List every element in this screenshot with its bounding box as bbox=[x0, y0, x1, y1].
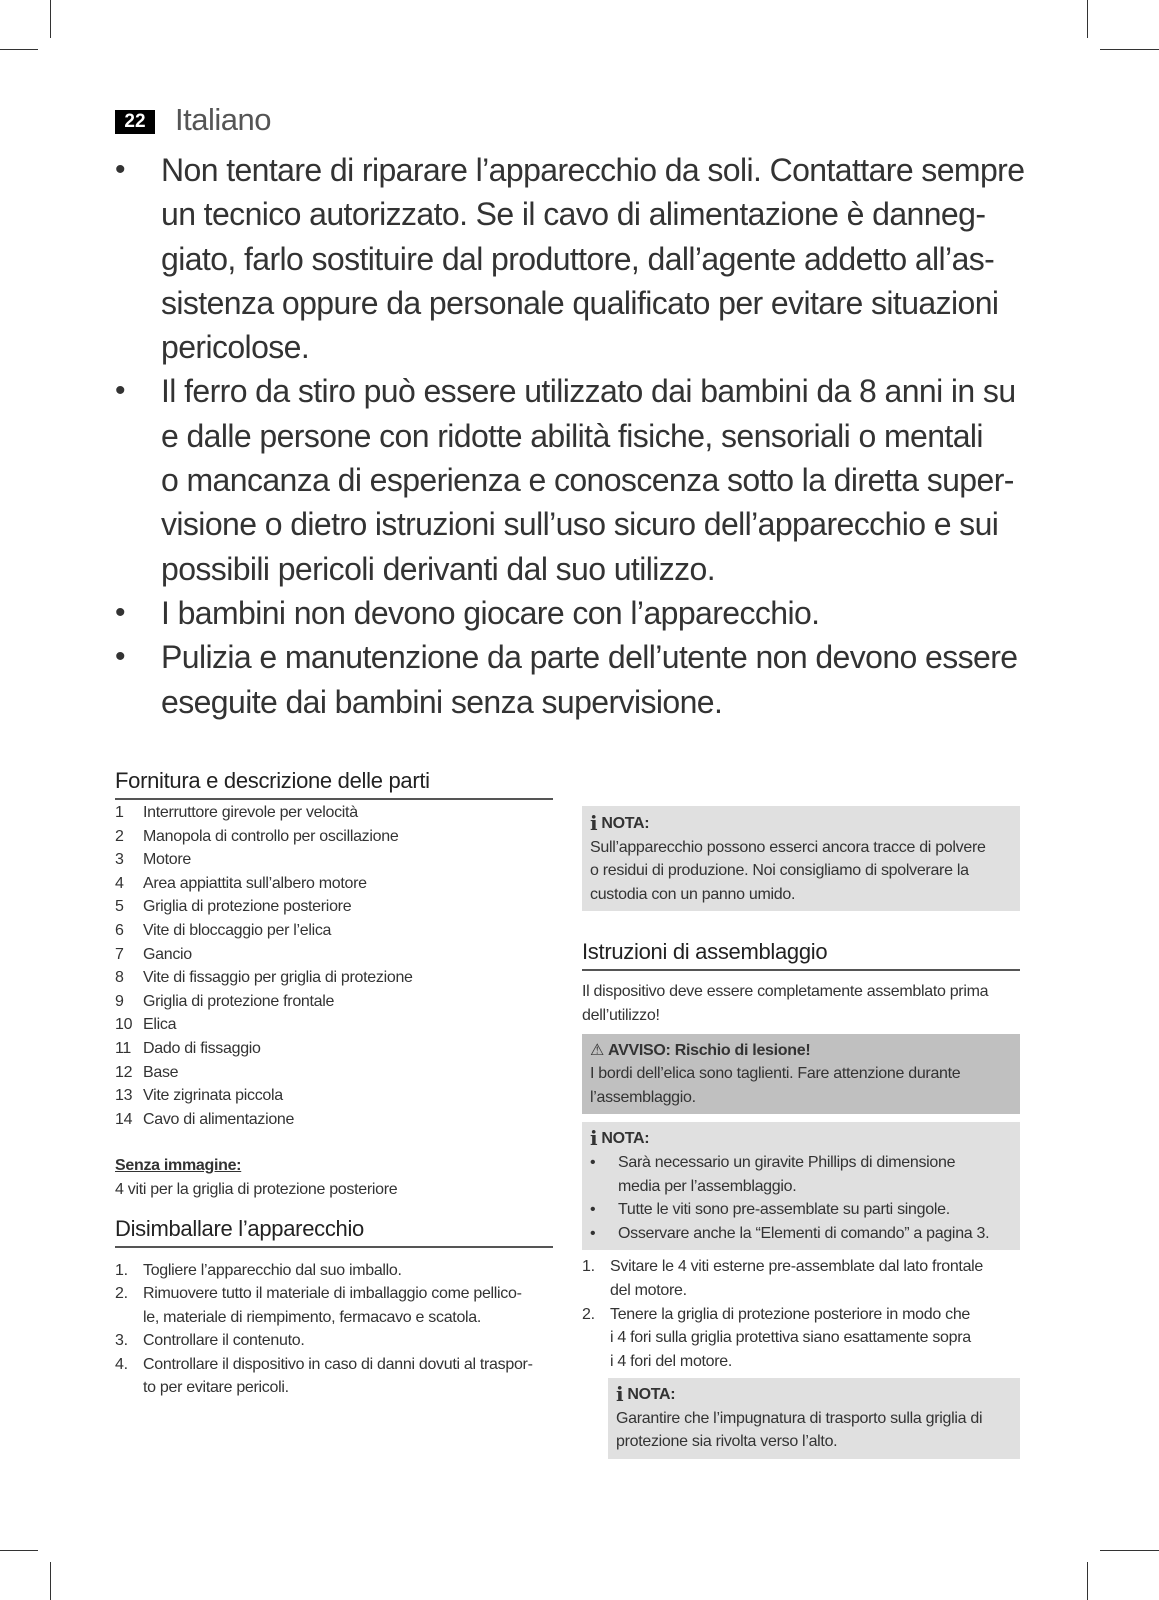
item-number: 3 bbox=[115, 851, 124, 869]
list-item bbox=[582, 1255, 1020, 1279]
list-item bbox=[115, 1306, 553, 1330]
item-text: Manopola di controllo per oscillazione bbox=[143, 827, 399, 845]
item-number: 5 bbox=[115, 898, 124, 916]
bullet-line bbox=[115, 148, 1045, 192]
list-item bbox=[115, 1376, 553, 1400]
item-text: Cavo di alimentazione bbox=[143, 1110, 295, 1128]
item-number: 4. bbox=[115, 1355, 128, 1373]
note-title: NOTA: bbox=[627, 1386, 676, 1404]
list-item bbox=[590, 1151, 1012, 1175]
item-text: Vite di bloccaggio per l’elica bbox=[143, 921, 332, 939]
item-text: Gancio bbox=[143, 945, 192, 963]
bullet-line bbox=[115, 591, 1045, 635]
item-text: Griglia di protezione posteriore bbox=[143, 898, 352, 916]
section-heading: Fornitura e descrizione delle parti bbox=[115, 768, 553, 800]
list-item bbox=[115, 1282, 553, 1306]
item-text: le, materiale di riempimento, fermacavo e scatola. bbox=[143, 1308, 482, 1326]
text-line: custodia con un panno umido. bbox=[590, 885, 796, 903]
list-item bbox=[115, 1061, 553, 1085]
item-text: Svitare le 4 viti esterne pre-assemblate dal lato frontale bbox=[610, 1258, 984, 1276]
bullet-icon: • bbox=[590, 1224, 596, 1242]
safety-bullets bbox=[115, 148, 1045, 724]
right-column bbox=[582, 806, 1020, 1459]
note-box bbox=[582, 1122, 1020, 1250]
list-item bbox=[582, 1350, 1020, 1374]
item-number: 1. bbox=[115, 1261, 128, 1279]
crop-mark bbox=[1087, 1562, 1088, 1600]
item-text: Griglia di protezione frontale bbox=[143, 992, 335, 1010]
text-line: o residui di produzione. Noi consigliamo di spolverare la bbox=[590, 862, 969, 880]
item-number: 2. bbox=[582, 1305, 595, 1323]
bullet-line: possibili pericoli derivanti dal suo utilizzo. bbox=[161, 550, 716, 587]
warning-triangle-icon: ⚠ bbox=[590, 1041, 605, 1059]
crop-mark bbox=[1100, 49, 1159, 50]
item-number: 10 bbox=[115, 1016, 133, 1034]
no-image-label: Senza immagine: bbox=[115, 1157, 242, 1175]
list-item bbox=[115, 966, 553, 990]
bullet-line bbox=[115, 369, 1045, 413]
crop-mark bbox=[50, 1562, 51, 1600]
bullet-line: un tecnico autorizzato. Se il cavo di alimentazione è danneg- bbox=[161, 196, 986, 233]
crop-mark bbox=[1100, 1550, 1159, 1551]
bullet-line: o mancanza di esperienza e conoscenza sotto la diretta super- bbox=[161, 462, 1014, 499]
item-text: Vite di fissaggio per griglia di protezione bbox=[143, 969, 413, 987]
list-item bbox=[590, 1222, 1012, 1246]
list-item bbox=[115, 1329, 553, 1353]
page-number: 22 bbox=[115, 110, 155, 134]
item-text: Togliere l’apparecchio dal suo imballo. bbox=[143, 1261, 402, 1279]
parts-section bbox=[115, 768, 553, 1400]
text-line: Sull’apparecchio possono esserci ancora tracce di polvere bbox=[590, 838, 986, 856]
list-item bbox=[582, 1303, 1020, 1327]
page-title: Italiano bbox=[175, 102, 271, 137]
item-text: Base bbox=[143, 1063, 179, 1081]
item-number: 11 bbox=[115, 1039, 132, 1057]
note-title: NOTA: bbox=[601, 1130, 650, 1148]
bullet-icon: • bbox=[115, 595, 125, 629]
item-number: 9 bbox=[115, 992, 124, 1010]
item-text: Vite zigrinata piccola bbox=[143, 1087, 283, 1105]
crop-mark bbox=[0, 49, 38, 50]
item-number: 8 bbox=[115, 969, 124, 987]
bullet-line: visione o dietro istruzioni sull’uso sicuro dell’apparecchio e sui bbox=[161, 506, 999, 543]
list-item bbox=[115, 801, 553, 825]
item-text: media per l’assemblaggio. bbox=[618, 1177, 797, 1195]
item-number: 14 bbox=[115, 1110, 133, 1128]
item-text: Area appiattita sull’albero motore bbox=[143, 874, 367, 892]
crop-mark bbox=[0, 1550, 38, 1551]
item-number: 13 bbox=[115, 1087, 133, 1105]
warning-box bbox=[582, 1034, 1020, 1115]
bullet-text: Non tentare di riparare l’apparecchio da soli. Contattare sempre bbox=[161, 152, 1025, 188]
bullet-line bbox=[115, 635, 1045, 679]
bullet-icon: • bbox=[115, 640, 125, 674]
item-number: 4 bbox=[115, 874, 124, 892]
list-item bbox=[590, 1198, 1012, 1222]
item-text: i 4 fori sulla griglia protettiva siano esattamente sopra bbox=[610, 1329, 971, 1347]
text-line: Il dispositivo deve essere completamente assemblato prima bbox=[582, 983, 989, 1001]
list-item bbox=[115, 943, 553, 967]
list-item bbox=[115, 848, 553, 872]
list-item bbox=[115, 919, 553, 943]
list-item bbox=[115, 990, 553, 1014]
bullet-line: eseguite dai bambini senza supervisione. bbox=[161, 683, 723, 720]
info-icon: i bbox=[590, 811, 598, 835]
bullet-text: Pulizia e manutenzione da parte dell’utente non devono essere bbox=[161, 639, 1018, 676]
bullet-text: I bambini non devono giocare con l’apparecchio. bbox=[161, 594, 820, 631]
list-item bbox=[582, 1326, 1020, 1350]
item-number: 1. bbox=[582, 1258, 595, 1276]
text-line: I bordi dell’elica sono taglienti. Fare attenzione durante bbox=[590, 1065, 961, 1083]
item-text: Elica bbox=[143, 1016, 177, 1034]
bullet-line: e dalle persone con ridotte abilità fisiche, sensoriali o mentali bbox=[161, 417, 983, 454]
item-number: 2. bbox=[115, 1285, 128, 1303]
list-item bbox=[590, 1175, 1012, 1199]
item-number: 3. bbox=[115, 1332, 128, 1350]
item-number: 6 bbox=[115, 921, 124, 939]
info-icon: i bbox=[590, 1126, 598, 1151]
item-text: Controllare il contenuto. bbox=[143, 1332, 305, 1350]
section-heading: Disimballare l’apparecchio bbox=[115, 1216, 553, 1248]
list-item bbox=[115, 825, 553, 849]
item-text: to per evitare pericoli. bbox=[143, 1379, 289, 1397]
item-text: Interruttore girevole per velocità bbox=[143, 804, 358, 821]
note-box bbox=[608, 1378, 1020, 1459]
item-text: Motore bbox=[143, 851, 191, 869]
crop-mark bbox=[1087, 0, 1088, 38]
crop-mark bbox=[50, 0, 51, 38]
text-line: dell’utilizzo! bbox=[582, 1006, 660, 1024]
item-text: Tutte le viti sono pre-assemblate su parti singole. bbox=[618, 1201, 950, 1219]
bullet-line: sistenza oppure da personale qualificato per evitare situazioni bbox=[161, 284, 999, 321]
item-text: i 4 fori del motore. bbox=[610, 1352, 733, 1370]
bullet-text: Il ferro da stiro può essere utilizzato dai bambini da 8 anni in su bbox=[161, 373, 1016, 410]
text-line: Garantire che l’impugnatura di trasporto sulla griglia di bbox=[616, 1409, 983, 1427]
bullet-line: giato, farlo sostituire dal produttore, dall’agente addetto all’as- bbox=[161, 240, 995, 277]
list-item bbox=[115, 1084, 553, 1108]
note-box bbox=[582, 806, 1020, 911]
section-heading: Istruzioni di assemblaggio bbox=[582, 939, 1020, 971]
item-text: Osservare anche la “Elementi di comando” a pagina 3. bbox=[618, 1224, 990, 1242]
no-image-text: 4 viti per la griglia di protezione posteriore bbox=[115, 1180, 398, 1198]
bullet-icon: • bbox=[590, 1201, 596, 1219]
item-text: Controllare il dispositivo in caso di danni dovuti al traspor- bbox=[143, 1355, 533, 1373]
list-item bbox=[115, 1013, 553, 1037]
list-item bbox=[115, 1108, 553, 1132]
item-text: Dado di fissaggio bbox=[143, 1039, 261, 1057]
item-number: 2 bbox=[115, 827, 124, 845]
list-item bbox=[115, 1259, 553, 1283]
list-item bbox=[582, 1279, 1020, 1303]
list-item bbox=[115, 1353, 553, 1377]
text-line: protezione sia rivolta verso l’alto. bbox=[616, 1433, 838, 1451]
item-number: 1 bbox=[115, 804, 124, 821]
list-item bbox=[115, 895, 553, 919]
bullet-line: pericolose. bbox=[161, 329, 310, 366]
item-text: Tenere la griglia di protezione posteriore in modo che bbox=[610, 1305, 971, 1323]
item-text: Sarà necessario un giravite Phillips di dimensione bbox=[618, 1153, 956, 1171]
list-item bbox=[115, 872, 553, 896]
item-number: 7 bbox=[115, 945, 124, 963]
text-line: l’assemblaggio. bbox=[590, 1088, 696, 1106]
bullet-icon: • bbox=[590, 1153, 596, 1171]
item-text: del motore. bbox=[610, 1281, 687, 1299]
bullet-icon: • bbox=[115, 153, 125, 186]
list-item bbox=[115, 1037, 553, 1061]
item-number: 12 bbox=[115, 1063, 133, 1081]
warning-title: AVVISO: Rischio di lesione! bbox=[608, 1041, 811, 1059]
note-title: NOTA: bbox=[601, 815, 650, 832]
bullet-icon: • bbox=[115, 374, 125, 408]
item-text: Rimuovere tutto il materiale di imballaggio come pellico- bbox=[143, 1285, 522, 1303]
info-icon: i bbox=[616, 1382, 624, 1407]
